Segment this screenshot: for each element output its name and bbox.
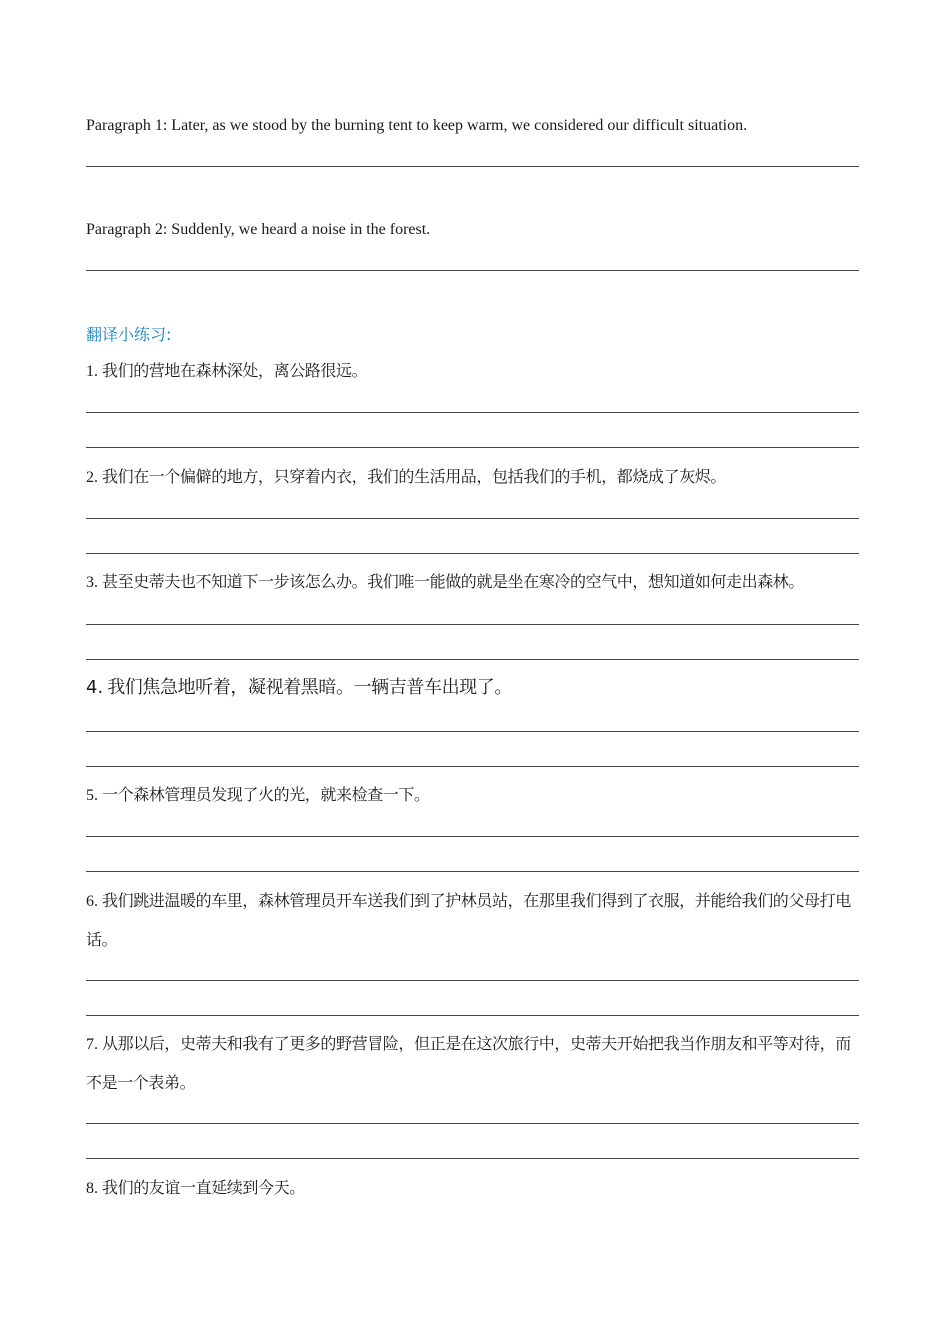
answer-line	[86, 553, 859, 554]
answer-line	[86, 412, 859, 413]
translation-item-3	[86, 563, 866, 602]
translation-item-7	[86, 1025, 866, 1103]
item-text: 我们的营地在森林深处，离公路很远。	[102, 361, 368, 380]
answer-line	[86, 1123, 859, 1124]
translation-item-4	[86, 669, 866, 708]
answer-line	[86, 447, 859, 448]
item-number: 3.	[86, 574, 98, 591]
answer-line	[86, 980, 859, 981]
answer-line	[86, 166, 859, 167]
answer-line	[86, 270, 859, 271]
answer-line	[86, 1015, 859, 1016]
translation-item-2	[86, 458, 866, 497]
answer-line	[86, 731, 859, 732]
translation-item-8	[86, 1169, 866, 1208]
paragraph-2-prompt: Paragraph 2: Suddenly, we heard a noise in the forest.	[86, 221, 431, 238]
translation-heading: 翻译小练习:	[86, 325, 172, 344]
item-text: 我们的友谊一直延续到今天。	[102, 1178, 305, 1197]
item-text: 从那以后，史蒂夫和我有了更多的野营冒险，但正是在这次旅行中，史蒂夫开始把我当作朋友和平等对待，而不是一个表弟。	[86, 1034, 851, 1092]
item-text: 甚至史蒂夫也不知道下一步该怎么办。我们唯一能做的就是坐在寒冷的空气中，想知道如何走出森林。	[102, 572, 805, 591]
item-number: 4.	[86, 677, 104, 698]
item-number: 2.	[86, 469, 98, 486]
answer-line	[86, 1158, 859, 1159]
translation-item-5	[86, 776, 866, 815]
item-text: 一个森林管理员发现了火的光，就来检查一下。	[102, 785, 430, 804]
translation-item-6	[86, 882, 866, 960]
answer-line	[86, 766, 859, 767]
paragraph-1-prompt: Paragraph 1: Later, as we stood by the burning tent to keep warm, we considered our difficult situation.	[86, 117, 748, 134]
answer-line	[86, 624, 859, 625]
item-number: 7.	[86, 1036, 98, 1053]
item-number: 5.	[86, 787, 98, 804]
answer-line	[86, 836, 859, 837]
answer-line	[86, 659, 859, 660]
item-text: 我们跳进温暖的车里，森林管理员开车送我们到了护林员站，在那里我们得到了衣服，并能给我们的父母打电话。	[86, 891, 851, 949]
item-number: 6.	[86, 893, 98, 910]
translation-item-1	[86, 352, 866, 391]
item-number: 8.	[86, 1180, 98, 1197]
answer-line	[86, 871, 859, 872]
item-text: 我们焦急地听着，凝视着黑暗。一辆吉普车出现了。	[107, 677, 512, 698]
item-text: 我们在一个偏僻的地方，只穿着内衣，我们的生活用品，包括我们的手机，都烧成了灰烬。	[102, 467, 727, 486]
item-number: 1.	[86, 363, 98, 380]
answer-line	[86, 518, 859, 519]
